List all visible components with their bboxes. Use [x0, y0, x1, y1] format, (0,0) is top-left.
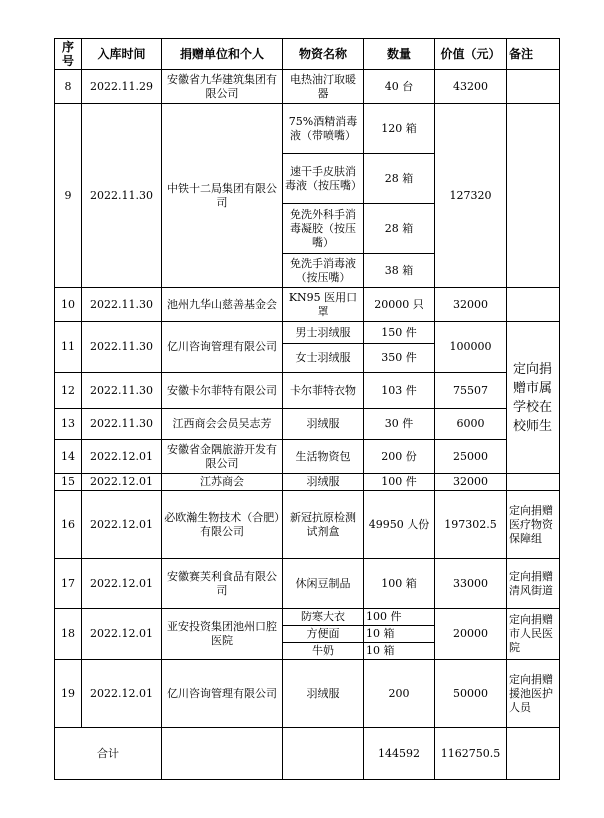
cell-seq: 15 [55, 474, 82, 491]
cell-donor: 江西商会会员吴志芳 [162, 409, 283, 440]
cell-value: 33000 [435, 559, 507, 609]
cell-seq: 11 [55, 322, 82, 373]
cell-donor: 江苏商会 [162, 474, 283, 491]
cell-value: 100000 [435, 322, 507, 373]
table-row [55, 373, 560, 409]
cell-qty: 100 件 [364, 609, 435, 626]
cell-value: 75507 [435, 373, 507, 409]
cell-item: 羽绒服 [283, 474, 364, 491]
cell-note-merged: 定向捐赠市属学校在校师生 [507, 322, 560, 474]
cell-qty: 20000 只 [364, 288, 435, 322]
cell-donor: 池州九华山慈善基金会 [162, 288, 283, 322]
cell-note [507, 104, 560, 288]
cell-date: 2022.12.01 [82, 559, 162, 609]
cell-date: 2022.11.30 [82, 373, 162, 409]
cell-qty: 10 箱 [364, 643, 435, 660]
table-row [55, 660, 560, 728]
cell-donor: 亚安投资集团池州口腔医院 [162, 609, 283, 660]
cell-qty: 28 箱 [364, 204, 435, 254]
cell-qty: 30 件 [364, 409, 435, 440]
cell-donor: 必欧瀚生物技术（合肥）有限公司 [162, 491, 283, 559]
cell-item: 防寒大衣 [283, 609, 364, 626]
header-note: 备注 [507, 39, 560, 70]
cell-donor: 安徽省金隅旅游开发有限公司 [162, 440, 283, 474]
cell-note: 定向捐赠援池医护人员 [507, 660, 560, 728]
cell-value: 25000 [435, 440, 507, 474]
cell-qty: 103 件 [364, 373, 435, 409]
cell-date: 2022.11.29 [82, 70, 162, 104]
cell-date: 2022.11.30 [82, 104, 162, 288]
total-row [55, 728, 560, 780]
cell-value: 43200 [435, 70, 507, 104]
cell-item: 免洗手消毒液（按压嘴） [283, 254, 364, 288]
total-qty: 144592 [364, 728, 435, 780]
cell-value: 50000 [435, 660, 507, 728]
cell-date: 2022.12.01 [82, 491, 162, 559]
cell-qty: 38 箱 [364, 254, 435, 288]
cell-seq: 10 [55, 288, 82, 322]
cell-qty: 350 件 [364, 344, 435, 373]
table-row [55, 322, 560, 344]
cell-qty: 150 件 [364, 322, 435, 344]
cell-donor: 安徽赛芙利食品有限公司 [162, 559, 283, 609]
cell-seq: 12 [55, 373, 82, 409]
cell-item: 电热油汀取暖器 [283, 70, 364, 104]
cell-date: 2022.12.01 [82, 660, 162, 728]
cell-seq: 18 [55, 609, 82, 660]
cell-item: 方便面 [283, 626, 364, 643]
header-donor: 捐赠单位和个人 [162, 39, 283, 70]
cell-date: 2022.12.01 [82, 440, 162, 474]
table-row [55, 70, 560, 104]
cell-date: 2022.11.30 [82, 322, 162, 373]
cell-qty: 10 箱 [364, 626, 435, 643]
cell-qty: 40 台 [364, 70, 435, 104]
cell-value: 20000 [435, 609, 507, 660]
cell-donor: 中铁十二局集团有限公司 [162, 104, 283, 288]
cell-item: 休闲豆制品 [283, 559, 364, 609]
cell-note [507, 70, 560, 104]
total-empty-item [283, 728, 364, 780]
table-row [55, 609, 560, 626]
header-date: 入库时间 [82, 39, 162, 70]
table-row [55, 409, 560, 440]
cell-item: KN95 医用口罩 [283, 288, 364, 322]
cell-donor: 亿川咨询管理有限公司 [162, 322, 283, 373]
cell-qty: 100 箱 [364, 559, 435, 609]
cell-value: 32000 [435, 474, 507, 491]
header-seq: 序号 [55, 39, 82, 70]
cell-note: 定向捐赠医疗物资保障组 [507, 491, 560, 559]
cell-item: 牛奶 [283, 643, 364, 660]
cell-seq: 14 [55, 440, 82, 474]
header-item: 物资名称 [283, 39, 364, 70]
cell-item: 女士羽绒服 [283, 344, 364, 373]
total-value: 1162750.5 [435, 728, 507, 780]
cell-seq: 9 [55, 104, 82, 288]
cell-item: 免洗外科手消毒凝胶（按压嘴） [283, 204, 364, 254]
header-qty: 数量 [364, 39, 435, 70]
cell-seq: 19 [55, 660, 82, 728]
header-row [55, 39, 560, 70]
cell-seq: 13 [55, 409, 82, 440]
cell-qty: 49950 人份 [364, 491, 435, 559]
cell-item: 75%酒精消毒液（带喷嘴） [283, 104, 364, 154]
cell-item: 羽绒服 [283, 660, 364, 728]
cell-qty: 200 [364, 660, 435, 728]
cell-item: 生活物资包 [283, 440, 364, 474]
cell-note: 定向捐赠清风街道 [507, 559, 560, 609]
total-empty-note [507, 728, 560, 780]
cell-donor: 安徽省九华建筑集团有限公司 [162, 70, 283, 104]
cell-item: 新冠抗原检测试剂盒 [283, 491, 364, 559]
cell-qty: 200 份 [364, 440, 435, 474]
cell-value: 127320 [435, 104, 507, 288]
cell-qty: 100 件 [364, 474, 435, 491]
cell-date: 2022.11.30 [82, 288, 162, 322]
cell-seq: 8 [55, 70, 82, 104]
cell-date: 2022.12.01 [82, 474, 162, 491]
table-row [55, 559, 560, 609]
cell-value: 6000 [435, 409, 507, 440]
cell-item: 速干手皮肤消毒液（按压嘴） [283, 154, 364, 204]
cell-item: 羽绒服 [283, 409, 364, 440]
cell-donor: 安徽卡尔菲特有限公司 [162, 373, 283, 409]
header-value: 价值（元） [435, 39, 507, 70]
cell-donor: 亿川咨询管理有限公司 [162, 660, 283, 728]
cell-seq: 17 [55, 559, 82, 609]
donations-table [54, 38, 560, 780]
cell-note [507, 474, 560, 491]
cell-qty: 28 箱 [364, 154, 435, 204]
cell-value: 197302.5 [435, 491, 507, 559]
cell-value: 32000 [435, 288, 507, 322]
table-row [55, 440, 560, 474]
cell-qty: 120 箱 [364, 104, 435, 154]
cell-note: 定向捐赠市人民医院 [507, 609, 560, 660]
cell-item: 卡尔菲特衣物 [283, 373, 364, 409]
table-row [55, 491, 560, 559]
total-empty-donor [162, 728, 283, 780]
cell-item: 男士羽绒服 [283, 322, 364, 344]
table-row [55, 474, 560, 491]
cell-seq: 16 [55, 491, 82, 559]
table-row [55, 288, 560, 322]
cell-note [507, 288, 560, 322]
cell-date: 2022.12.01 [82, 609, 162, 660]
total-label: 合计 [55, 728, 162, 780]
table-row [55, 104, 560, 154]
cell-date: 2022.11.30 [82, 409, 162, 440]
